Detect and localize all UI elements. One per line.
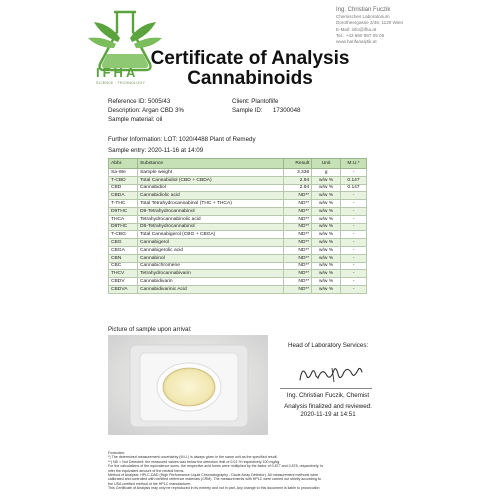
head-of-lab-label: Head of Laboratory Services: <box>288 342 369 349</box>
finalized-label: Analysis finalized and reviewed: <box>284 403 372 410</box>
table-row <box>109 262 367 270</box>
cell-unit: w/w % <box>312 246 341 254</box>
cell-abbr: CBDA <box>109 192 138 200</box>
finalized-date: 2020-11-19 at 14:51 <box>300 411 356 418</box>
col-header-substance: Substance <box>138 159 284 169</box>
cell-substance: Tetrahydrocannabinolic acid <box>138 215 284 223</box>
cell-mu: - <box>341 215 367 223</box>
cell-unit: w/w % <box>312 223 341 231</box>
signer-name: Ing. Christian Fuczik, Chemist <box>286 392 370 399</box>
cell-mu: - <box>341 231 367 239</box>
footnote-line: *) The determined measurement uncertainty (M.U.) is always given in the same unit as the specified result. <box>108 455 278 460</box>
further-information: Further Information: LOT: 1020/4488 Plant of Remedy <box>108 136 256 143</box>
cell-unit: w/w % <box>312 184 341 192</box>
cell-unit: w/w % <box>312 270 341 278</box>
cell-mu: - <box>341 285 367 293</box>
cell-abbr: T-CBD <box>109 176 138 184</box>
document-title <box>0 49 500 89</box>
col-header-abbr: Abbr. <box>109 159 138 169</box>
footnote-line: This Certificate of Analysis may only be reproduced in its entirety and not in part. Any change to this document is liable to prosecution <box>108 486 320 491</box>
footnote-line: infer the equivalent amount of the neutral forms. <box>108 468 185 473</box>
cell-unit: w/w % <box>312 278 341 286</box>
footnote-line: calibrated and controlled with certified reference materials (CRM). The measurements with HPLC were carried out strictly according to <box>108 477 321 482</box>
cell-mu: 0.147 <box>341 184 367 192</box>
cell-unit: w/w % <box>312 215 341 223</box>
col-header-result: Result <box>283 159 311 169</box>
cell-substance: Sample weight <box>138 169 284 177</box>
footnote-line: the USA certified method of the HPLC manufacturer. <box>108 481 192 486</box>
cell-abbr: CBGA <box>109 246 138 254</box>
cell-unit: w/w % <box>312 207 341 215</box>
sample-photo <box>108 335 268 435</box>
footnote-line: Method of Analysis: HPLC-DAD (High Performance Liquid Chromatography - Diode Array Detector). All measurement methods were <box>108 473 319 478</box>
cell-result: ND** <box>283 270 311 278</box>
cell-unit: w/w % <box>312 192 341 200</box>
cell-substance: Cannabigerol <box>138 239 284 247</box>
cell-abbr: CBG <box>109 239 138 247</box>
table-row <box>109 169 367 177</box>
table-row <box>109 192 367 200</box>
cell-unit: w/w % <box>312 239 341 247</box>
footnote-line: **) ND = Not Detected: the measured values was below the detection limit of 0.01 % respectively 100 mg/kg. <box>108 459 281 464</box>
cell-abbr: CBD <box>109 184 138 192</box>
cell-result: ND** <box>283 215 311 223</box>
cell-unit: w/w % <box>312 231 341 239</box>
lab-website[interactable]: www.hanfanalytik.at <box>336 39 377 45</box>
table-row <box>109 200 367 208</box>
cell-result: 2.94 <box>283 184 311 192</box>
cell-result: ND** <box>283 246 311 254</box>
cell-substance: Cannabichromene <box>138 262 284 270</box>
sample-id: Sample ID: 17300048 <box>232 107 301 114</box>
cell-substance: Tetrahydrocannabivarin <box>138 270 284 278</box>
table-row <box>109 246 367 254</box>
lab-name: Ing. Christian Fuczik <box>336 7 391 13</box>
cell-result: ND** <box>283 254 311 262</box>
cell-mu: - <box>341 223 367 231</box>
table-row <box>109 239 367 247</box>
footnote-line: For the calculations of the equivalence sums, the respective acid forms were multiplied by the factor of 0.877 and 0.878, respectively, to <box>108 464 324 469</box>
signature-image <box>296 360 366 388</box>
cell-result: 3.336 <box>283 169 311 177</box>
cell-substance: Cannabinol <box>138 254 284 262</box>
cell-result: ND** <box>283 207 311 215</box>
cell-abbr: THCA <box>109 215 138 223</box>
cell-result: ND** <box>283 200 311 208</box>
table-row <box>109 270 367 278</box>
cell-substance: Cannabidiolic acid <box>138 192 284 200</box>
reference-id: Reference ID: 5005/43 <box>108 98 171 105</box>
client-name: Client: Plantoflife <box>232 98 279 105</box>
cell-substance: Total Tetrahydrocannabinol (THC + THCA) <box>138 200 284 208</box>
table-row <box>109 176 367 184</box>
cell-unit: w/w % <box>312 262 341 270</box>
title-line-2: Cannabinoids <box>187 68 313 89</box>
footnotes <box>108 451 408 491</box>
cell-unit: w/w % <box>312 176 341 184</box>
cell-result: ND** <box>283 262 311 270</box>
cell-abbr: CBN <box>109 254 138 262</box>
cell-mu: - <box>341 278 367 286</box>
table-row <box>109 215 367 223</box>
signature-line <box>280 388 372 389</box>
cell-mu: - <box>341 207 367 215</box>
cell-substance: D9-Tetrahydrocannabinol <box>138 207 284 215</box>
logo-tagline: SCIENCE · TECHNOLOGY <box>96 81 146 85</box>
cell-abbr: CBDV <box>109 278 138 286</box>
cell-mu: - <box>341 270 367 278</box>
cell-abbr: CBDVA <box>109 285 138 293</box>
table-row <box>109 285 367 293</box>
cell-substance: D8-Tetrahydrocannabinol <box>138 223 284 231</box>
cell-unit: w/w % <box>312 285 341 293</box>
cell-result: ND** <box>283 278 311 286</box>
cell-result: ND** <box>283 239 311 247</box>
lab-line: Chemisches Laboratorium <box>336 14 390 20</box>
title-line-1: Certificate of Analysis <box>150 48 350 69</box>
cell-mu: - <box>341 192 367 200</box>
results-body <box>109 169 367 294</box>
cell-substance: Cannabidivarinic Acid <box>138 285 284 293</box>
photo-caption: Picture of sample upon arrival: <box>108 326 192 333</box>
cell-abbr: T-CBG <box>109 231 138 239</box>
table-row <box>109 207 367 215</box>
logo-wordmark: IFHA <box>96 65 139 80</box>
lab-phone: Tel.: +43 660 897 05 05 <box>336 32 385 38</box>
table-row <box>109 231 367 239</box>
cell-unit: w/w % <box>312 254 341 262</box>
results-table <box>108 158 367 294</box>
sample-material: Sample material: oil <box>108 116 163 123</box>
table-row <box>109 223 367 231</box>
cell-mu: - <box>341 246 367 254</box>
lab-email[interactable]: E-Mail: info@ifha.at <box>336 26 377 32</box>
cell-mu: 0.147 <box>341 176 367 184</box>
cell-abbr: D8THC <box>109 223 138 231</box>
cell-mu: - <box>341 254 367 262</box>
cell-unit: w/w % <box>312 200 341 208</box>
footnote-line: Footnotes: <box>108 451 125 455</box>
cell-result: 2.94 <box>283 176 311 184</box>
cell-result: ND** <box>283 223 311 231</box>
sample-description: Description: Argan CBD 3% <box>108 107 185 114</box>
cell-abbr: THCV <box>109 270 138 278</box>
cell-substance: Cannabidiol <box>138 184 284 192</box>
cell-substance: Cannabigerolic acid <box>138 246 284 254</box>
cell-abbr: T-THC <box>109 200 138 208</box>
col-header-unit: Unit <box>312 159 341 169</box>
cell-substance: Total Cannabidiol (CBD + CBDA) <box>138 176 284 184</box>
cell-abbr: Sa-We <box>109 169 138 177</box>
cell-substance: Cannabidivarin <box>138 278 284 286</box>
cell-result: ND** <box>283 192 311 200</box>
table-row <box>109 254 367 262</box>
finalized-block <box>278 403 378 419</box>
cell-result: ND** <box>283 231 311 239</box>
table-row <box>109 278 367 286</box>
cell-abbr: D9THC <box>109 207 138 215</box>
cell-unit: g <box>312 169 341 177</box>
lab-line: Dorotheergasse 2/46, 1120 Wien <box>336 20 404 26</box>
cell-mu: - <box>341 262 367 270</box>
cell-result: ND** <box>283 285 311 293</box>
col-header-mu: M.U.* <box>341 159 367 169</box>
table-row <box>109 184 367 192</box>
sample-entry: Sample entry: 2020-11-16 at 14:09 <box>108 147 204 154</box>
cell-mu: - <box>341 200 367 208</box>
cell-mu: - <box>341 239 367 247</box>
table-header-row <box>109 159 367 169</box>
cell-substance: Total Cannabigerol (CBG + CBGA) <box>138 231 284 239</box>
cell-abbr: CBC <box>109 262 138 270</box>
cell-mu: - <box>341 169 367 177</box>
lab-address-block <box>336 7 403 45</box>
